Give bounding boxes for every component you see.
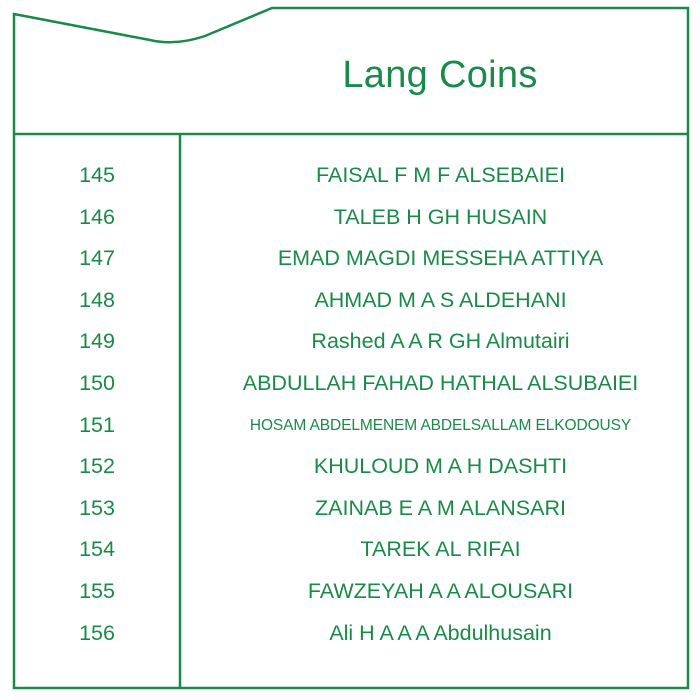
row-name: Rashed A A R GH Almutairi bbox=[311, 329, 570, 354]
row-number: 153 bbox=[79, 495, 115, 520]
row-name: Ali H A A A Abdulhusain bbox=[329, 620, 552, 645]
row-number: 148 bbox=[79, 287, 115, 312]
row-name: ZAINAB E A M ALANSARI bbox=[315, 495, 566, 520]
row-name: HOSAM ABDELMENEM ABDELSALLAM ELKODOUSY bbox=[249, 416, 632, 434]
row-name: EMAD MAGDI MESSEHA ATTIYA bbox=[277, 246, 604, 271]
row-name: FAWZEYAH A A ALOUSARI bbox=[307, 578, 574, 603]
row-number: 146 bbox=[79, 204, 115, 229]
row-number: 150 bbox=[79, 370, 115, 395]
row-number: 155 bbox=[79, 578, 115, 603]
row-number: 147 bbox=[79, 246, 115, 271]
row-name: TAREK AL RIFAI bbox=[360, 537, 521, 562]
row-number: 154 bbox=[79, 537, 115, 562]
row-name: KHULOUD M A H DASHTI bbox=[313, 454, 568, 479]
row-name: ABDULLAH FAHAD HATHAL ALSUBAIEI bbox=[242, 370, 639, 395]
row-number: 156 bbox=[79, 620, 115, 645]
row-number: 149 bbox=[79, 329, 115, 354]
row-number: 152 bbox=[79, 454, 115, 479]
row-name: AHMAD M A S ALDEHANI bbox=[314, 287, 567, 312]
name-column bbox=[181, 155, 700, 654]
row-name: FAISAL F M F ALSEBAIEI bbox=[316, 163, 565, 187]
page-title: Lang Coins bbox=[342, 54, 538, 96]
row-number: 145 bbox=[79, 163, 115, 187]
row-name: TALEB H GH HUSAIN bbox=[333, 204, 548, 229]
row-number: 151 bbox=[79, 412, 115, 437]
number-column bbox=[14, 155, 180, 654]
